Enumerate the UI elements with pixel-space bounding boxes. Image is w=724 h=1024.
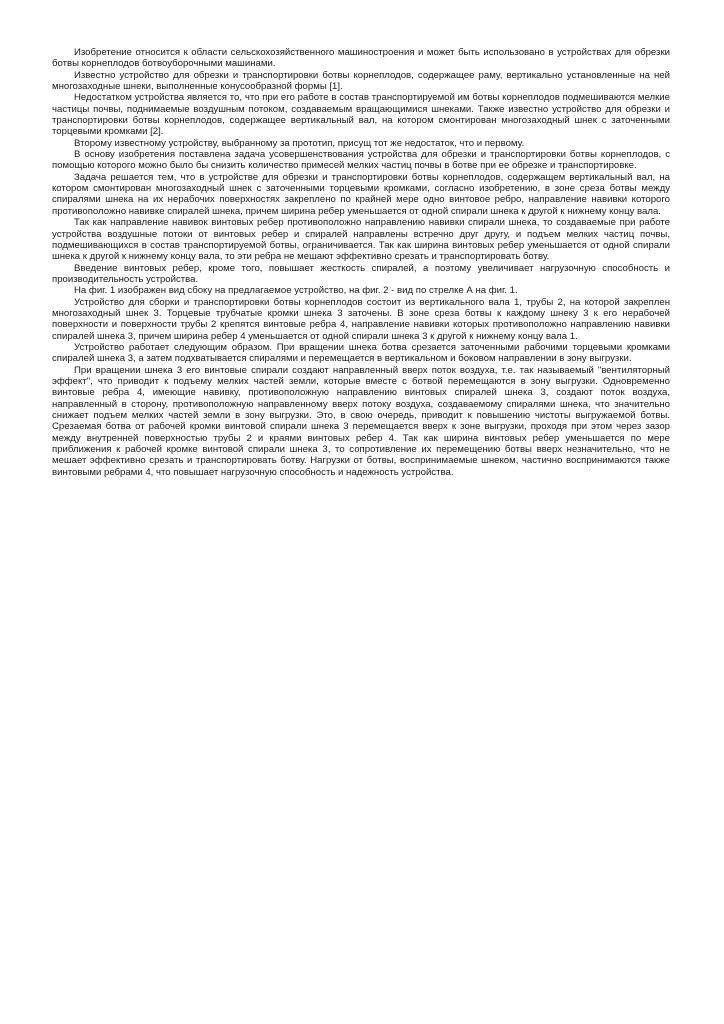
paragraph-solution: Задача решается тем, что в устройстве для обрезки и транспортировки ботвы корнеплодов, содержащем вертикальный вал, на котором смонтирован многозаходный шнек с заточенными торцевыми кромками, согласно изобретению, в зоне среза ботвы между спиралями шнека на их нерабочих поверхностях закреплено по крайней мере одно винтовое ребро, направление навивки которого противоположно навивке спиралей шнека, причем ширина ребер уменьшается от одной спирали шнека к другой к нижнему концу вала.: [52, 171, 670, 217]
paragraph-field-of-invention: Изобретение относится к области сельскохозяйственного машиностроения и может быть использовано в устройствах для обрезки ботвы корнеплодов ботвоуборочными машинами.: [52, 47, 670, 70]
paragraph-prior-art-drawback: Недостатком устройства является то, что при его работе в состав транспортируемой им ботвы корнеплодов подмешиваются мелкие частицы почвы, поднимаемые воздушным потоком, создаваемым вращающимися шнеками. Также известно устройство для обрезки и транспортировки ботвы корнеплодов, содержащее вертикальный вал, на котором смонтирован многозаходный шнек с заточенными торцевыми кромками [2].: [52, 92, 670, 138]
paragraph-figures: На фиг. 1 изображен вид сбоку на предлагаемое устройство, на фиг. 2 - вид по стрелке А на фиг. 1.: [74, 285, 518, 297]
paragraph-operation-details: При вращении шнека 3 его винтовые спирали создают направленный вверх поток воздуха, т.е. так называемый "вентиляторный эффект", что приводит к подъему мелких частей земли, которые вместе с ботвой перемещаются в зону выгрузки. Одновременно винтовые ребра 4, имеющие навивку, противоположную направлению винтовых спиралей шнека 3, создают поток воздуха, направленный в сторону, противоположную направленному вверх потоку воздуха, создаваемому спиралями шнека, что значительно снижает подъем мелких частей земли в зону выгрузки. Это, в свою очередь, приводит к повышению чистоты выгружаемой ботвы. Срезаемая ботва от рабочей кромки винтовой спирали шнека 3 перемещается вверх к зоне выгрузки, проходя при этом через зазор между внутренней поверхностью трубы 2 и краями винтовых ребер 4. Так как ширина винтовых ребер уменьшается по мере приближения к рабочей кромке винтовой спирали шнека 3, то сопротивление их перемещению ботвы вверх незначительно, что не мешает эффективно срезать и транспортировать ботву. Нагрузки от ботвы, воспринимаемые шнеком, частично воспринимаются также винтовыми ребрами 4, что повышает нагрузочную способность и надежность устройства.: [52, 364, 670, 478]
paragraph-construction: Устройство для сборки и транспортировки ботвы корнеплодов состоит из вертикального вала 1, трубы 2, на которой закреплен многозаходный шнек 3. Торцевые трубчатые кромки шнека 3 заточены. В зоне среза ботвы к каждому шнеку 3 к его нерабочей поверхности и поверхности трубы 2 крепятся винтовые ребра 4, направление навивки которых противоположно направлению навивки спиралей шнека 3, причем ширина ребер 4 уменьшается от одной спирали шнека 3 к другой к нижнему концу вала 1.: [52, 296, 670, 342]
paragraph-prototype-drawback: Второму известному устройству, выбранному за прототип, присущ тот же недостаток, что и первому.: [74, 137, 525, 149]
document-body: [52, 47, 670, 478]
paragraph-rigidity: Введение винтовых ребер, кроме того, повышает жесткость спиралей, а поэтому увеличивает нагрузочную способность и производительность устройства.: [52, 262, 670, 285]
paragraph-operation: Устройство работает следующим образом. При вращении шнека ботва срезается заточенными рабочими торцевыми кромками спиралей шнека 3, а затем подхватывается спиралями и перемещается в вертикальном и боковом направлении в зону выгрузки.: [52, 341, 670, 365]
paragraph-prior-art-1: Известно устройство для обрезки и транспортировки ботвы корнеплодов, содержащее раму, вертикально установленные на ней многозаходные шнеки, выполненные конусообразной формы [1].: [52, 69, 670, 93]
paragraph-objective: В основу изобретения поставлена задача усовершенствования устройства для обрезки и транспортировки ботвы корнеплодов, с помощью которого можно было бы снизить количество примесей мелких частиц почвы в ботве при ее обрезке и транспортировке.: [52, 149, 670, 172]
paragraph-effect: Так как направление навивок винтовых ребер противоположно направлению навивки спирали шнека, то создаваемые при работе устройства воздушные потоки от винтовых ребер и спиралей направлены встречно друг другу, и подъем мелких частиц почвы, подмешивающихся в состав транспортируемой ботвы, ограничивается. Так как ширина винтовых ребер уменьшается от одной спирали шнека к другой к нижнему концу вала, то эти ребра не мешают эффективно срезать и транспортировать ботву.: [52, 217, 670, 263]
